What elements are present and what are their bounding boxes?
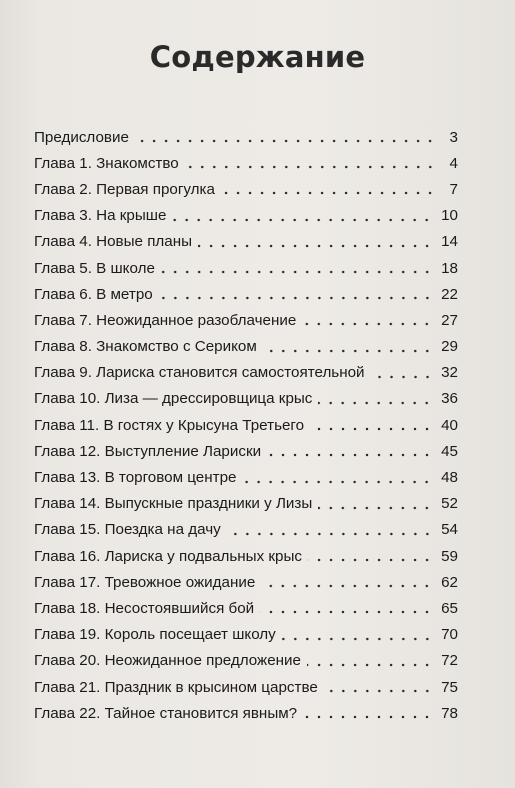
toc-entry-title: Предисловие bbox=[34, 128, 129, 146]
toc-entry bbox=[34, 334, 458, 360]
toc-dot-leader bbox=[198, 244, 433, 248]
toc-entry bbox=[34, 176, 458, 202]
toc-entry-title: Глава 5. В школе bbox=[34, 259, 155, 277]
toc-dot-leader bbox=[307, 663, 433, 667]
toc-entry bbox=[34, 203, 458, 229]
toc-entry-page-number: 59 bbox=[441, 547, 458, 565]
toc-entry-page-number: 3 bbox=[449, 128, 458, 146]
toc-dot-leader bbox=[310, 427, 433, 431]
toc-entry-title: Глава 21. Праздник в крысином царстве bbox=[34, 678, 318, 696]
toc-entry-title: Глава 18. Несостоявшийся бой bbox=[34, 599, 255, 617]
toc-entry bbox=[34, 307, 458, 333]
toc-entry-title: Глава 7. Неожиданное разоблачение bbox=[34, 311, 297, 329]
toc-entry-title: Глава 10. Лиза — дрессировщица крыс bbox=[34, 390, 313, 408]
toc-entry bbox=[34, 569, 458, 595]
toc-dot-leader bbox=[221, 191, 436, 195]
toc-entry-page-number: 62 bbox=[441, 573, 458, 591]
toc-entry bbox=[34, 595, 458, 621]
toc-entry bbox=[34, 229, 458, 255]
table-of-contents bbox=[34, 124, 458, 726]
toc-dot-leader bbox=[324, 689, 433, 693]
toc-dot-leader bbox=[261, 584, 433, 588]
toc-entry-page-number: 65 bbox=[441, 599, 458, 617]
toc-entry bbox=[34, 517, 458, 543]
toc-entry bbox=[34, 360, 458, 386]
toc-entry-page-number: 32 bbox=[441, 364, 458, 382]
toc-dot-leader bbox=[242, 480, 433, 484]
toc-dot-leader bbox=[159, 296, 433, 300]
toc-dot-leader bbox=[260, 610, 433, 614]
toc-entry bbox=[34, 438, 458, 464]
toc-entry-title: Глава 22. Тайное становится явным? bbox=[34, 704, 298, 722]
toc-entry-title: Глава 11. В гостях у Крысуна Третьего bbox=[34, 416, 305, 434]
toc-entry-title: Глава 15. Поездка на дачу bbox=[34, 521, 221, 539]
toc-entry-title: Глава 8. Знакомство с Сериком bbox=[34, 338, 257, 356]
toc-entry-page-number: 22 bbox=[441, 285, 458, 303]
toc-dot-leader bbox=[172, 218, 433, 222]
toc-entry-title: Глава 16. Лариска у подвальных крыс bbox=[34, 547, 303, 565]
toc-entry-page-number: 52 bbox=[441, 495, 458, 513]
toc-entry-page-number: 48 bbox=[441, 469, 458, 487]
toc-entry bbox=[34, 543, 458, 569]
toc-dot-leader bbox=[371, 375, 434, 379]
toc-entry bbox=[34, 622, 458, 648]
toc-dot-leader bbox=[302, 322, 433, 326]
toc-entry bbox=[34, 255, 458, 281]
toc-entry-page-number: 40 bbox=[441, 416, 458, 434]
toc-dot-leader bbox=[185, 165, 436, 169]
toc-entry-title: Глава 9. Лариска становится самостоятельной bbox=[34, 364, 365, 382]
toc-entry-title: Глава 4. Новые планы bbox=[34, 233, 193, 251]
toc-dot-leader bbox=[227, 532, 433, 536]
toc-entry-page-number: 18 bbox=[441, 259, 458, 277]
toc-entry bbox=[34, 150, 458, 176]
toc-entry bbox=[34, 464, 458, 490]
toc-entry bbox=[34, 124, 458, 150]
toc-entry-page-number: 27 bbox=[441, 311, 458, 329]
toc-entry-title: Глава 1. Знакомство bbox=[34, 154, 179, 172]
toc-entry-title: Глава 13. В торговом центре bbox=[34, 469, 237, 487]
toc-entry bbox=[34, 700, 458, 726]
toc-entry-page-number: 14 bbox=[441, 233, 458, 251]
toc-entry-page-number: 72 bbox=[441, 652, 458, 670]
toc-dot-leader bbox=[135, 139, 436, 143]
toc-entry-page-number: 36 bbox=[441, 390, 458, 408]
toc-dot-leader bbox=[263, 349, 433, 353]
toc-entry-title: Глава 2. Первая прогулка bbox=[34, 180, 215, 198]
toc-entry bbox=[34, 491, 458, 517]
toc-entry-title: Глава 20. Неожиданное предложение bbox=[34, 652, 301, 670]
toc-entry-page-number: 10 bbox=[441, 207, 458, 225]
toc-entry-page-number: 75 bbox=[441, 678, 458, 696]
toc-entry bbox=[34, 386, 458, 412]
toc-dot-leader bbox=[282, 637, 433, 641]
toc-entry-title: Глава 17. Тревожное ожидание bbox=[34, 573, 256, 591]
toc-entry bbox=[34, 648, 458, 674]
toc-entry-title: Глава 19. Король посещает школу bbox=[34, 626, 276, 644]
toc-entry-page-number: 54 bbox=[441, 521, 458, 539]
toc-entry bbox=[34, 281, 458, 307]
toc-dot-leader bbox=[318, 401, 433, 405]
toc-dot-leader bbox=[161, 270, 433, 274]
toc-entry-page-number: 4 bbox=[449, 154, 458, 172]
toc-entry-page-number: 70 bbox=[441, 626, 458, 644]
toc-entry bbox=[34, 412, 458, 438]
toc-dot-leader bbox=[318, 506, 433, 510]
toc-entry-page-number: 7 bbox=[449, 180, 458, 198]
toc-dot-leader bbox=[303, 715, 433, 719]
toc-entry-title: Глава 6. В метро bbox=[34, 285, 153, 303]
toc-entry-page-number: 78 bbox=[441, 704, 458, 722]
toc-entry-title: Глава 14. Выпускные праздники у Лизы bbox=[34, 495, 313, 513]
page-title: Содержание bbox=[149, 40, 366, 74]
toc-dot-leader bbox=[267, 453, 433, 457]
toc-entry bbox=[34, 674, 458, 700]
toc-entry-page-number: 45 bbox=[441, 442, 458, 460]
toc-entry-title: Глава 3. На крыше bbox=[34, 207, 167, 225]
toc-entry-title: Глава 12. Выступление Лариски bbox=[34, 442, 262, 460]
toc-entry-page-number: 29 bbox=[441, 338, 458, 356]
toc-dot-leader bbox=[308, 558, 433, 562]
